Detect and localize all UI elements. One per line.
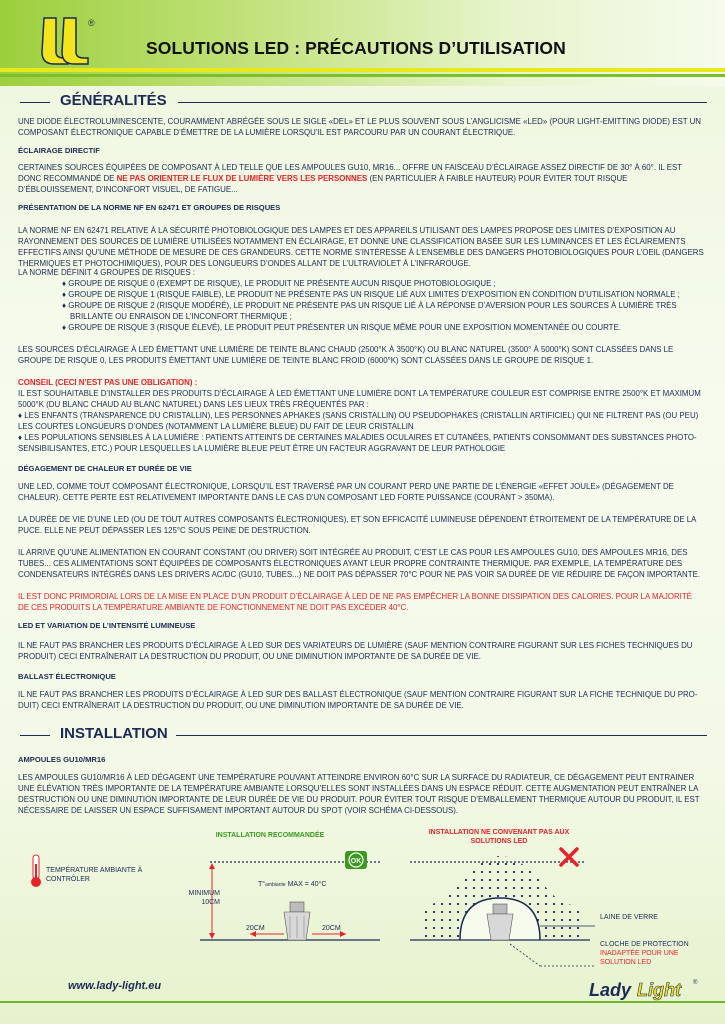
list-item: ♦ GROUPE DE RISQUE 3 (RISQUE ÉLEVÉ), LE PRODUIT PEUT PRÉSENTER UN RISQUE MÊME POUR UNE EXPOSITION MOMENTANÉE OU COURTE.	[62, 323, 621, 332]
subheading-eclairage: ÉCLAIRAGE DIRECTIF	[18, 146, 100, 155]
thermometer-icon	[30, 854, 42, 888]
chaleur-warning: IL EST DONC PRIMORDIAL LORS DE LA MISE EN PLACE D’UN PRODUIT D’ÉCLAIRAGE À LED DE NE PAS EMPÊCHER LA BONNE DISSIPATION DES CALORIES. POUR LA MAJORITÉ DE CES PRODUITS LA TEMPÉRATURE AMBIANTE DE FONCTIONNEMENT NE DOIT PAS EXCÉDER 40°C.	[18, 592, 692, 612]
list-item: ♦ GROUPE DE RISQUE 2 (RISQUE MODÉRÉ), LE PRODUIT NE PRÉSENTE PAS UN RISQUE LIÉ À LA RÉPONSE D’AVERSION POUR LES SOURCES À LUMIÈRE TRÈS BRILLANTE OU ENRAISON DE L’INCONFORT THERMIQUE ;	[62, 301, 677, 321]
norme-groups-intro: LA NORME DÉFINIT 4 GROUPES DE RISQUES :	[18, 268, 195, 277]
spacing-left-label: 20CM	[246, 925, 265, 932]
svg-text:Light: Light	[637, 980, 681, 1000]
chaleur-paragraph-2: LA DURÉE DE VIE D’UNE LED (OU DE TOUT AUTRES COMPOSANTS ÉLECTRONIQUES), ET SON EFFICACITÉ LUMINEUSE DÉPENDENT ÉTROITEMENT DE LA TEMPÉRATURE DE LA PUCE. ELLE NE PEUT DÉPASSER LES 125°C SOUS PEINE DE DESTRUCTION.	[18, 515, 696, 535]
ampoules-paragraph: LES AMPOULES GU10/MR16 À LED DÉGAGENT UNE TEMPÉRATURE POUVANT ATTEINDRE ENVIRON 60°C SUR LA SURFACE DU RADIATEUR, CE DÉGAGEMENT PEUT ENTRAINER UNE ÉLÉVATION TRÈS IMPORTANTE DE LA TEMPÉRATURE AMBIANTE LORSQU’ELLES SONT INSTALLÉES DANS UN ESPACE RÉDUIT. CETTE AUGMENTATION PEUT ENTRAÎNER LA DESTRUCTION OU UNE DIMINUTION IMPORTANTE DE LEUR DURÉE DE VIE DU PRODUIT. POUR ÉVITER TOUT RISQUE D’EMBALLEMENT THERMIQUE AUTOUR DU PRODUIT, IL EST NÉCESSAIRE DE LAISSER UN ESPACE SUFFISAMENT IMPORTANT AUTOUR DU SPOT (VOIR SCHÉMA CI-DESSOUS).	[18, 773, 700, 815]
svg-text:®: ®	[88, 18, 95, 28]
lady-light-logo	[36, 14, 98, 66]
list-item: ♦ GROUPE DE RISQUE 0 (EXEMPT DE RISQUE), LE PRODUIT NE PRÉSENTE AUCUN RISQUE PHOTOBIOLOGIQUE ;	[62, 279, 496, 288]
subheading-ballast: BALLAST ÉLECTRONIQUE	[18, 672, 116, 681]
header-stripes	[0, 68, 725, 82]
spacing-right-label: 20CM	[322, 925, 341, 932]
installation-diagram	[0, 820, 725, 990]
recommended-label: INSTALLATION RECOMMANDÉE	[215, 832, 325, 839]
ok-icon	[344, 850, 368, 870]
ballast-paragraph: IL NE FAUT PAS BRANCHER LES PRODUITS D’ÉCLAIRAGE À LED SUR DES BALLAST ÉLECTRONIQUE (SAUF MENTION CONTRAIRE FIGURANT SUR LA FICHE TECHNIQUE DU PRO-DUIT) CECI ENTRAÎNERAIT LA DESTRUCTION DU PRODUIT, OU UNE DIMINUTION IMPORTANTE DE SA DURÉE DE VIE.	[18, 690, 698, 710]
led-spot-icon	[284, 902, 310, 940]
page-title: SOLUTIONS LED : PRÉCAUTIONS D’UTILISATION	[146, 38, 566, 58]
warning-text: NE PAS ORIENTER LE FLUX DE LUMIÈRE VERS LES PERSONNES	[116, 174, 368, 183]
eclairage-paragraph: CERTAINES SOURCES ÉQUIPÉES DE COMPOSANT À LED TELLE QUE LES AMPOULES GU10, MR16... OFFRE UN FAISCEAU D’ÉCLAIRAGE ASSEZ DIRECTIF DE 30° À 60°. IL EST DONC RECOMMANDÉ DE NE PAS ORIENTER LE FLUX DE LUMIÈRE VERS LES PERSONNES (EN PARTICULIER À FAIBLE HAUTEUR) POUR ÉVITER TOUT RISQUE D’ÉBLOUISSEMENT, D’INCONFORT VISUEL, DE FATIGUE...	[18, 163, 682, 194]
list-item: ♦ GROUPE DE RISQUE 1 (RISQUE FAIBLE), LE PRODUIT NE PRÉSENTE PAS UN RISQUE LIÉ AUX LIMITES D’EXPOSITION EN CONDITION D’UTILISATION NORMALE ;	[62, 290, 680, 299]
not-suitable-label: INSTALLATION NE CONVENANT PAS AUX SOLUTIONS LED	[428, 829, 570, 845]
conseil-title: CONSEIL (CECI N’EST PAS UNE OBLIGATION) :	[18, 378, 198, 387]
footer-line	[0, 1001, 725, 1003]
list-item: ♦ LES POPULATIONS SENSIBLES À LA LUMIÈRE : PATIENTS ATTEINTS DE CERTAINES MALADIES OCULAIRES ET CUTANÉES, PATIENTS CONSOMMANT DES SUBSTANCES PHOTO-SENSIBILISANTES, ETC.) POUR LESQUELLES LA LUMIÈRE BLEUE PEUT ÊTRE UN FACTEUR AGGRAVANT DE LEUR PATHOLOGIE	[18, 433, 697, 453]
cross-icon	[558, 846, 580, 868]
website-link[interactable]: www.lady-light.eu	[68, 980, 162, 992]
cloche-label: CLOCHE DE PROTECTION INADAPTÉE POUR UNE SOLUTION LED	[600, 941, 689, 966]
subheading-variation: LED ET VARIATION DE L’INTENSITÉ LUMINEUSE	[18, 621, 196, 630]
svg-text:®: ®	[693, 980, 698, 986]
subheading-chaleur: DÉGAGEMENT DE CHALEUR ET DURÉE DE VIE	[18, 464, 192, 473]
minimum-label: MINIMUM 10CM	[188, 890, 220, 906]
sources-paragraph: LES SOURCES D’ÉCLAIRAGE À LED ÉMETTANT UNE LUMIÈRE DE TEINTE BLANC CHAUD (2500°K À 3500°K) OU BLANC NATUREL (3500° À 5000°K) SONT CLASSÉES DANS LE GROUPE DE RISQUE 0, LES PRODUITS ÉMETTANT UNE LUMIÈRE DE TEINTE BLANC FROID (6000°K) SONT CLASSÉES DANS LE GROUPE DE RISQUE 1.	[18, 345, 674, 365]
list-item: ♦ LES ENFANTS (TRANSPARENCE DU CRISTALLIN), LES PERSONNES APHAKES (SANS CRISTALLIN) OU PSEUDOPHAKES (CRISTALLIN ARTIFICIEL) QUI NE FILTRENT PAS (OU PEU) LES COURTES LONGUEURS D’ONDES (NOTAMMENT LA LUMIÈRE BLEUE) DU FAIT DE LEUR CRISTALLIN	[18, 411, 699, 431]
section-title: INSTALLATION	[60, 725, 168, 742]
header-band	[0, 0, 725, 86]
laine-label: LAINE DE VERRE	[600, 914, 658, 921]
section-heading-installation	[0, 725, 725, 745]
intro-paragraph: UNE DIODE ÉLECTROLUMINESCENTE, COURAMMENT ABRÉGÉE SOUS LE SIGLE «DEL» ET LE PLUS SOUVENT SOUS L’ANGLICISME «LED» (POUR LIGHT-EMITTING DIODE) EST UN COMPOSANT ÉLECTRONIQUE CAPABLE D’ÉMETTRE DE LA LUMIÈRE LORSQU’IL EST PARCOURU PAR UN COURANT ÉLECTRIQUE.	[18, 117, 701, 137]
chaleur-paragraph-3: IL ARRIVE QU’UNE ALIMENTATION EN COURANT CONSTANT (OU DRIVER) SOIT INTÉGRÉE AU PRODUIT, C’EST LE CAS POUR LES AMPOULES GU10, DES AMPOULES MR16, DES TUBES... CES ALIMENTATIONS SONT ÉQUIPÉES DE COMPOSANTS ÉLECTRONIQUES AYANT LEUR PROPRE CONTRAINTE THERMIQUE. PAR EXEMPLE, LA TEMPÉRATURE DES CONDENSATEURS INTÉGRÉS DANS LES DRIVERS AC/DC (GU10, TUBES...) NE DOIT PAS DÉPASSER 70°C POUR NE PAS VOIR SA DURÉE DE VIE RÉDUIRE DE FAÇON IMPORTANTE.	[18, 548, 701, 579]
subheading-ampoules: AMPOULES GU10/MR16	[18, 755, 106, 764]
section-heading-generalites	[0, 92, 725, 112]
conseil-paragraph: IL EST SOUHAITABLE D’INSTALLER DES PRODUITS D’ÉCLAIRAGE À LED ÉMETTANT UNE LUMIÈRE DONT LA TEMPÉRATURE COULEUR EST COMPRISE ENTRE 2500°K ET MAXIMUM 5000°K (DU BLANC CHAUD AU BLANC NATUREL) DANS LES LIEUX TRÈS FRÉQUENTÉS PAR :	[18, 389, 701, 409]
variation-paragraph: IL NE FAUT PAS BRANCHER LES PRODUITS D’ÉCLAIRAGE À LED SUR DES VARIATEURS DE LUMIÈRE (SAUF MENTION CONTRAIRE FIGURANT SUR LES FICHES TECHNIQUES DU PRODUIT) CECI ENTRAÎNERAIT LA DESTRUCTION DU PRODUIT, OU UNE DIMINUTION IMPORTANTE DE SA DURÉE DE VIE.	[18, 641, 693, 661]
subheading-norme: PRÉSENTATION DE LA NORME NF EN 62471 ET GROUPES DE RISQUES	[18, 203, 281, 212]
temp-max-label: T°ambiante MAX = 40°C	[258, 881, 327, 888]
svg-text:OK: OK	[350, 858, 362, 865]
svg-text:Lady: Lady	[589, 980, 632, 1000]
section-title: GÉNÉRALITÉS	[60, 92, 167, 109]
temp-legend: TEMPÉRATURE AMBIANTE À CONTRÔLER	[46, 867, 143, 883]
norme-paragraph: LA NORME NF EN 62471 RELATIVE À LA SÉCURITÉ PHOTOBIOLOGIQUE DES LAMPES ET DES APPAREILS UTILISANT DES LAMPES PROPOSE DES LIMITES D’EXPOSITION AU RAYONNEMENT DES SOURCES DE LUMIÈRE UTILISÉES NOTAMMENT EN ÉCLAIRAGE, ET DONNE UNE CLASSIFICATION BASÉE SUR LES LUMINANCES ET LES ÉCLAIREMENTS EFFECTIFS AINSI QU’UNE MÉTHODE DE MESURE DE CES GRANDEURS. CETTE NORME S’INTÉRESSE À L’ENSEMBLE DES DANGERS PHOTOBIOLOGIQUES POUR L’OEIL (DANGERS THERMIQUES ET PHOTOCHIMIQUES), POUR DES LONGUEURS D’ONDES ALLANT DE L’ULTRAVIOLET À L’INFRAROUGE.	[18, 226, 704, 268]
lady-light-brand-logo	[587, 974, 707, 1002]
chaleur-paragraph-1: UNE LED, COMME TOUT COMPOSANT ÉLECTRONIQUE, LORSQU’IL EST TRAVERSÉ PAR UN COURANT PERD UNE PARTIE DE L’ÉNERGIE «EFFET JOULE» (DÉGAGEMENT DE CHALEUR). CETTE PERTE EST RELATIVEMENT IMPORTANTE DANS LE CAS D’UN COMPOSANT LED FORTE PUISSANCE (COURANT > 350MA).	[18, 482, 674, 502]
